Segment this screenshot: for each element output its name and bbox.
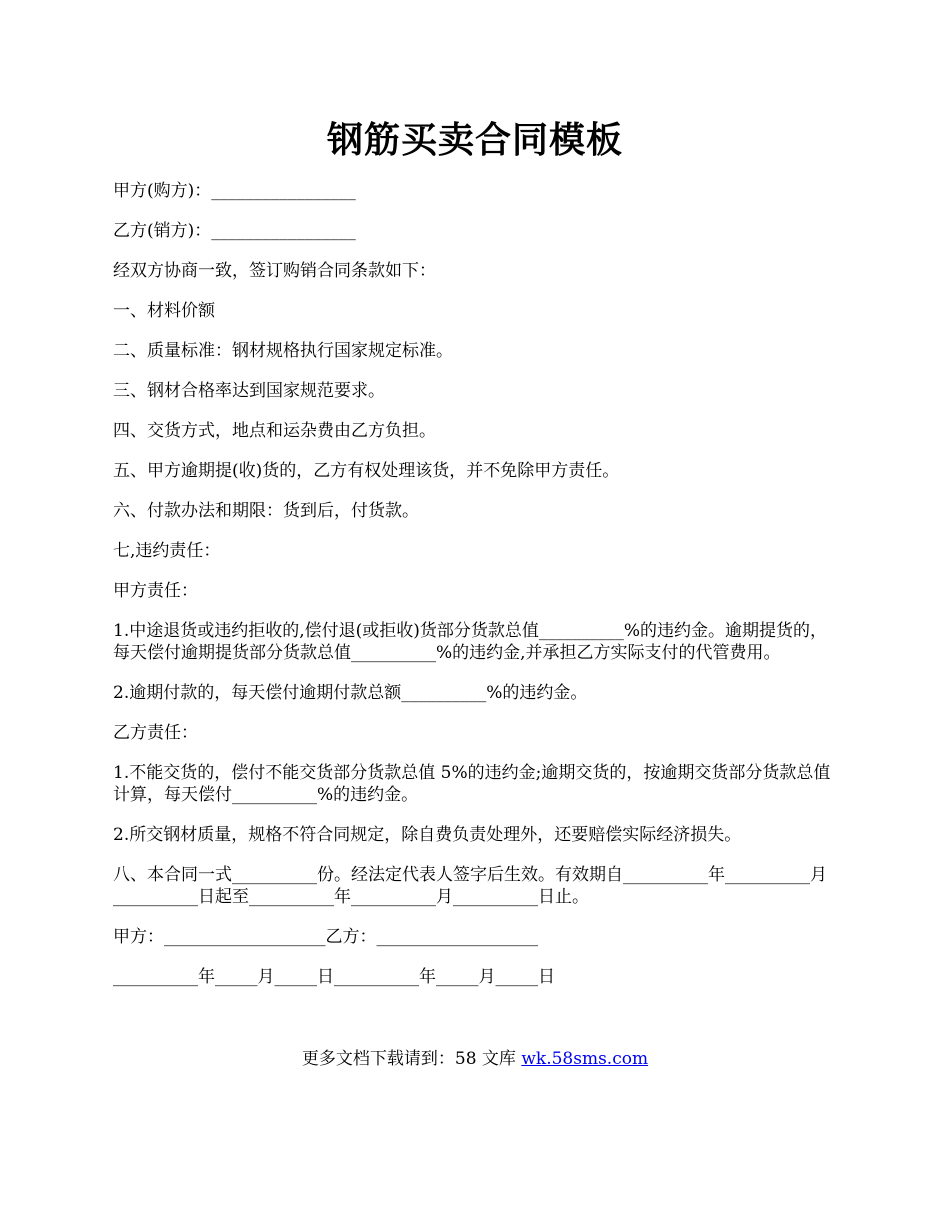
footer [0, 1044, 950, 1069]
date-line: __________年_____月_____日__________年_____月_____日 [113, 967, 555, 987]
party-b-line: 乙方(销方)：_________________ [113, 221, 356, 241]
intro-paragraph: 经双方协商一致，签订购销合同条款如下： [113, 261, 436, 281]
party-b-liability-2: 2.所交钢材质量，规格不符合同规定，除自费负责处理外，还要赔偿实际经济损失。 [113, 825, 742, 845]
clause-5: 五、甲方逾期提(收)货的，乙方有权处理该货，并不免除甲方责任。 [113, 461, 620, 481]
clause-2: 二、质量标准：钢材规格执行国家规定标准。 [113, 341, 453, 361]
party-a-liability-2: 2.逾期付款的，每天偿付逾期付款总额__________%的违约金。 [113, 683, 588, 703]
signature-line: 甲方：___________________乙方：___________________ [113, 927, 538, 947]
clause-6: 六、付款办法和期限：货到后，付货款。 [113, 501, 419, 521]
clause-8: 八、本合同一式__________份。经法定代表人签字后生效。有效期自__________年__________月__________日起至__________年__________月__________日止。 [113, 865, 827, 907]
clause-3: 三、钢材合格率达到国家规范要求。 [113, 381, 385, 401]
clause-1: 一、材料价额 [113, 301, 215, 321]
party-a-liability-1: 1.中途退货或违约拒收的,偿付退(或拒收)货部分货款总值__________%的违约金。逾期提货的，每天偿付逾期提货部分货款总值__________%的违约金,并承担乙方实际支付的代管费用。 [113, 621, 828, 663]
footer-text: 更多文档下载请到：58 文库 [301, 1049, 522, 1069]
party-a-liability-heading: 甲方责任： [113, 581, 198, 601]
clause-7-heading: 七,违约责任： [113, 541, 221, 561]
footer-link[interactable]: wk.58sms.com [521, 1049, 649, 1069]
document-body [113, 180, 835, 1006]
party-a-line: 甲方(购方)：_________________ [113, 181, 356, 201]
document-title: 钢筋买卖合同模板 [326, 119, 623, 161]
party-b-liability-1: 1.不能交货的，偿付不能交货部分货款总值 5%的违约金;逾期交货的，按逾期交货部分货款总值计算，每天偿付__________%的违约金。 [113, 763, 831, 805]
clause-4: 四、交货方式，地点和运杂费由乙方负担。 [113, 421, 436, 441]
party-b-liability-heading: 乙方责任： [113, 723, 198, 743]
